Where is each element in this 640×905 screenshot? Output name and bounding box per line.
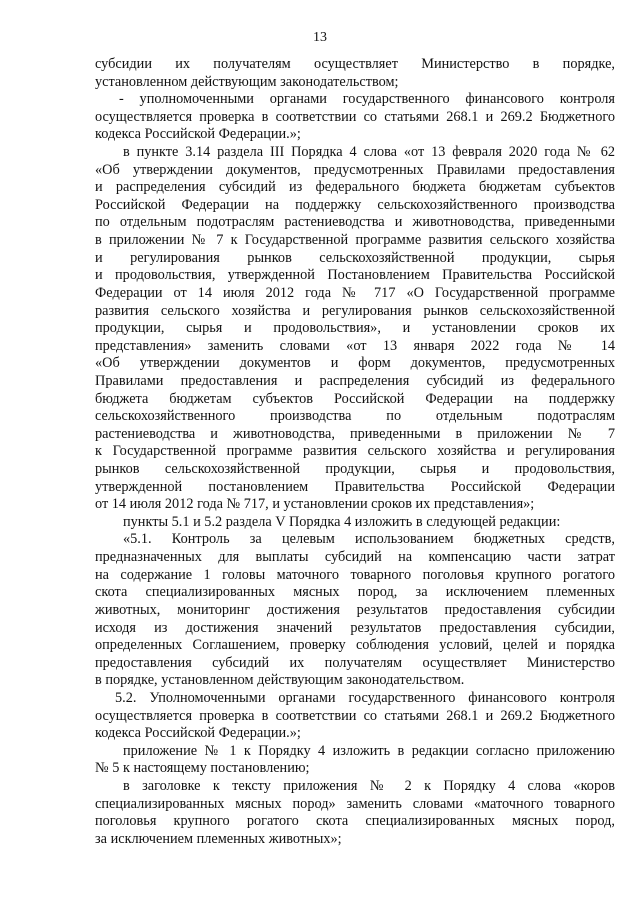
text-line: № 5 к настоящему постановлению; xyxy=(95,760,310,777)
text-line: пункты 5.1 и 5.2 раздела V Порядка 4 изложить в следующей редакции: xyxy=(123,513,561,530)
text-line: предназначенных для выплаты субсидий на компенсацию части затрат xyxy=(95,549,615,566)
text-line: осуществляется проверка в соответствии со статьями 268.1 и 269.2 Бюджетного xyxy=(95,108,615,125)
text-line: Федерации от 14 июля 2012 года № 717 «О Государственной программе xyxy=(95,284,615,301)
text-line: предоставления субсидий их получателям осуществляет Министерство xyxy=(95,654,615,671)
text-line: бюджета бюджетам субъектов Российской Федерации на поддержку xyxy=(95,390,615,407)
text-line: 5.2. Уполномоченными органами государственного финансового контроля xyxy=(115,689,615,706)
text-line: от 14 июля 2012 года № 717, и установлении сроков их представления»; xyxy=(95,496,535,513)
text-line: «Об утверждении документов и форм документов, предусмотренных xyxy=(95,355,615,372)
text-line: за исключением племенных животных»; xyxy=(95,830,342,847)
text-line: Правилами предоставления и распределения субсидий из федерального xyxy=(95,372,615,389)
text-line: сельскохозяйственного производства по отдельным подотраслям xyxy=(95,408,615,425)
text-line: по отдельным подотраслям растениеводства и животноводства, приведенными xyxy=(95,214,615,231)
text-line: приложение № 1 к Порядку 4 изложить в редакции согласно приложению xyxy=(123,742,615,759)
text-line: «Об утверждении документов, предусмотренных Правилами предоставления xyxy=(95,161,615,178)
text-line: растениеводства и животноводства, приведенными в приложении № 7 xyxy=(95,425,615,442)
text-line: развития сельского хозяйства и регулирования рынков сельскохозяйственной xyxy=(95,302,615,319)
text-line: кодекса Российской Федерации.»; xyxy=(95,725,301,742)
text-line: в приложении № 7 к Государственной программе развития сельского хозяйства xyxy=(95,232,615,249)
text-line: определенных Соглашением, проверку соблюдения условий, целей и порядка xyxy=(95,637,615,654)
text-line: поголовья крупного рогатого скота специализированных мясных пород, xyxy=(95,813,615,830)
text-line: субсидии их получателям осуществляет Министерство в порядке, xyxy=(95,56,615,72)
text-line: специализированных мясных пород» заменить словами «маточного товарного xyxy=(95,795,615,812)
text-line: утвержденной постановлением Правительства Российской Федерации xyxy=(95,478,615,495)
text-line: и распределения субсидий из федерального бюджета бюджетам субъектов xyxy=(95,179,615,196)
text-line: в порядке, установленном действующим законодательством. xyxy=(95,672,465,689)
text-line: «5.1. Контроль за целевым использованием бюджетных средств, xyxy=(123,531,615,548)
document-body xyxy=(95,56,615,848)
text-line: установленном действующим законодательством; xyxy=(95,73,399,90)
text-line: исходя из достижения значений результатов предоставления субсидии, xyxy=(95,619,615,636)
text-line: продукции, сырья и продовольствия», и установлении сроков их xyxy=(95,320,615,337)
text-line: на содержание 1 головы маточного товарного поголовья крупного рогатого xyxy=(95,566,615,583)
text-line: Российской Федерации на поддержку сельскохозяйственного производства xyxy=(95,196,615,213)
text-line: в заголовке к тексту приложения № 2 к Порядку 4 слова «коров xyxy=(123,777,615,794)
text-line: животных, мониторинг достижения результатов предоставления субсидии xyxy=(95,601,615,618)
text-line: представления» заменить словами «от 13 января 2022 года № 14 xyxy=(95,337,615,354)
text-line: к Государственной программе развития сельского хозяйства и регулирования xyxy=(95,443,615,460)
text-line: рынков сельскохозяйственной продукции, сырья и продовольствия, xyxy=(95,461,615,478)
text-line: скота специализированных мясных пород, за исключением племенных xyxy=(95,584,615,601)
page-number: 13 xyxy=(313,30,327,45)
text-line: кодекса Российской Федерации.»; xyxy=(95,126,301,143)
text-line: - уполномоченными органами государственного финансового контроля xyxy=(119,91,615,108)
text-line: осуществляется проверка в соответствии со статьями 268.1 и 269.2 Бюджетного xyxy=(95,707,615,724)
text-line: и продовольствия, утвержденной Постановлением Правительства Российской xyxy=(95,267,615,284)
text-line: в пункте 3.14 раздела III Порядка 4 слова «от 13 февраля 2020 года № 62 xyxy=(123,144,615,161)
text-line: и регулирования рынков сельскохозяйственной продукции, сырья xyxy=(95,249,615,266)
